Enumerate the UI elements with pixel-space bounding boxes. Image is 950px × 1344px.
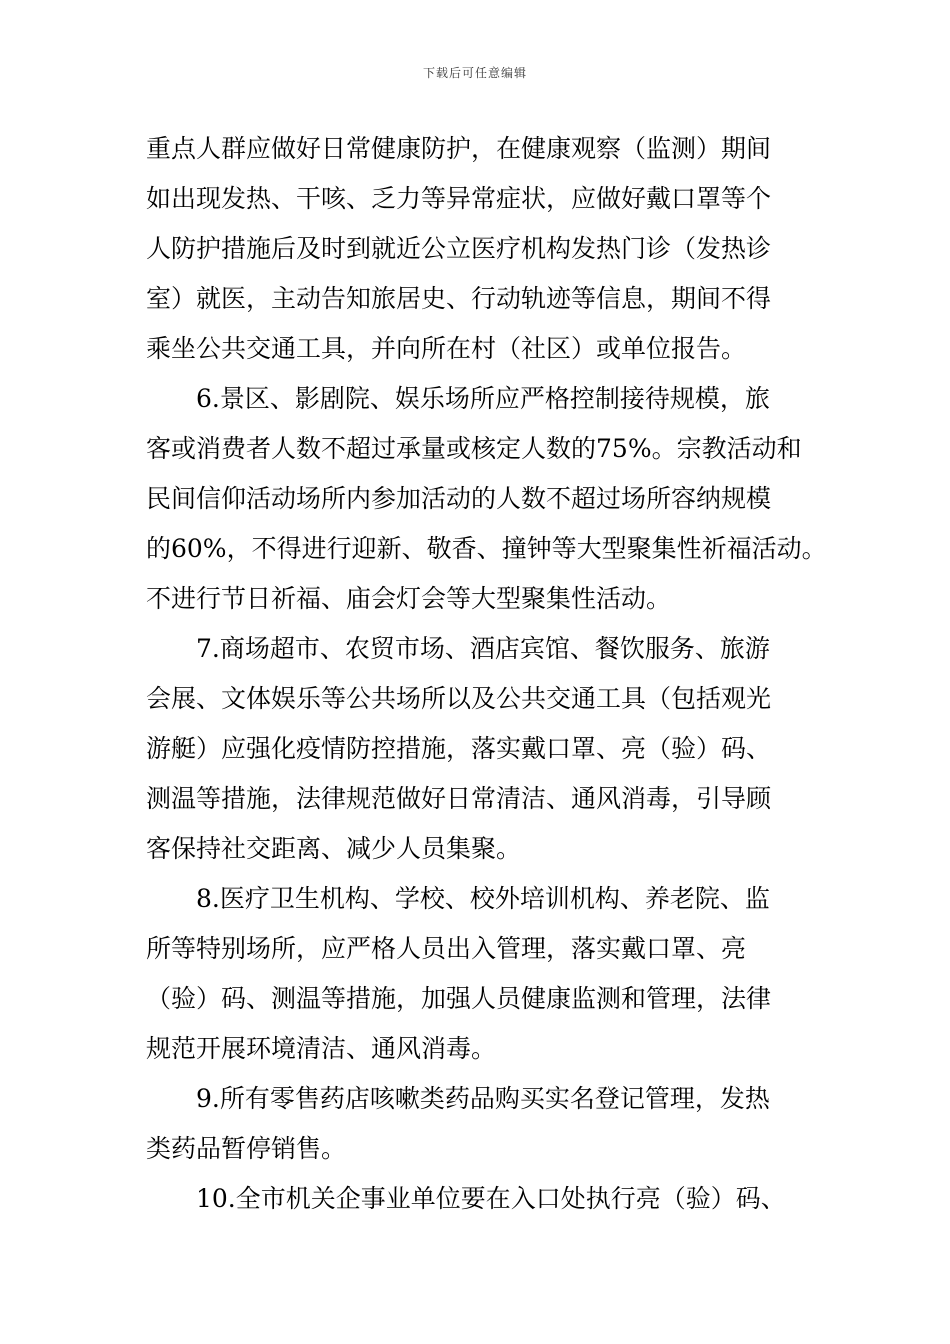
text-line: 重点人群应做好日常健康防护，在健康观察（监测）期间 [146,134,772,163]
text-line: 6.景区、影剧院、娱乐场所应严格控制接待规模，旅 [196,384,770,413]
text-line: 所等特别场所，应严格人员出入管理，落实戴口罩、亮 [146,934,747,963]
document-body [146,124,827,1224]
text-line: 9.所有零售药店咳嗽类药品购买实名登记管理，发热 [196,1084,770,1113]
text-line: 乘坐公共交通工具，并向所在村（社区）或单位报告。 [146,334,747,363]
text-line: 客保持社交距离、减少人员集聚。 [146,834,522,863]
text-line: 的60%，不得进行迎新、敬香、撞钟等大型聚集性祈福活动。 [146,534,827,563]
text-line: （验）码、测温等措施，加强人员健康监测和管理，法律 [146,984,772,1013]
text-line: 游艇）应强化疫情防控措施，落实戴口罩、亮（验）码、 [146,734,772,763]
text-line: 类药品暂停销售。 [146,1134,347,1163]
text-line: 不进行节日祈福、庙会灯会等大型聚集性活动。 [146,584,672,613]
text-line: 7.商场超市、农贸市场、酒店宾馆、餐饮服务、旅游 [196,634,770,663]
page-header: 下载后可任意编辑 [422,66,527,80]
text-line: 测温等措施，法律规范做好日常清洁、通风消毒，引导顾 [146,784,772,813]
text-line: 民间信仰活动场所内参加活动的人数不超过场所容纳规模 [146,484,772,513]
text-line: 客或消费者人数不超过承量或核定人数的75%。宗教活动和 [146,434,802,463]
text-line: 规范开展环境清洁、通风消毒。 [146,1034,497,1063]
text-line: 10.全市机关企事业单位要在入口处执行亮（验）码、 [196,1184,786,1213]
text-line: 会展、文体娱乐等公共场所以及公共交通工具（包括观光 [146,684,772,713]
text-line: 如出现发热、干咳、乏力等异常症状，应做好戴口罩等个 [146,184,772,213]
text-line: 室）就医，主动告知旅居史、行动轨迹等信息，期间不得 [146,284,772,313]
text-line: 人防护措施后及时到就近公立医疗机构发热门诊（发热诊 [146,234,772,263]
text-line: 8.医疗卫生机构、学校、校外培训机构、养老院、监 [196,884,770,913]
